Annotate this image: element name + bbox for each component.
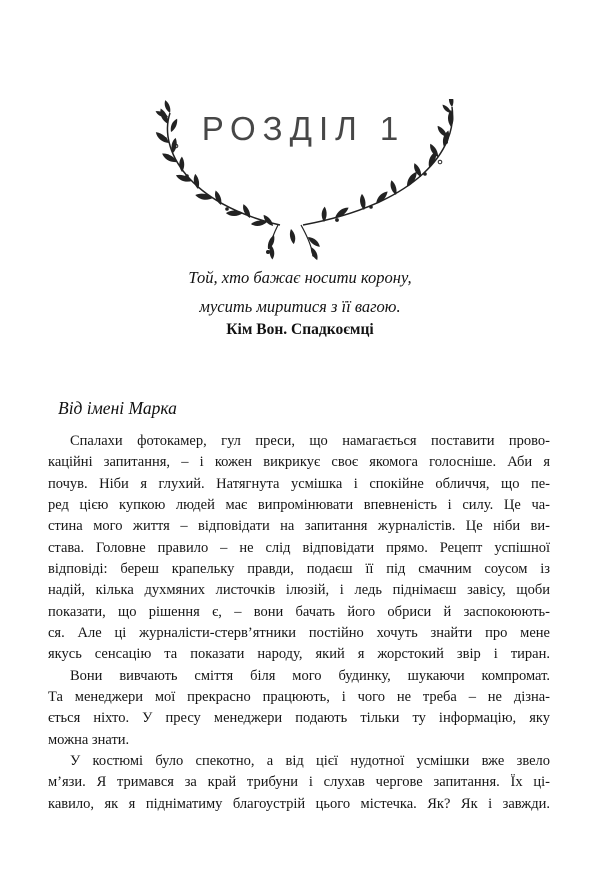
- text-line: У костюмі було спекотно, а від цієї нудотної усмішки вже звело: [70, 752, 550, 769]
- laurel-wreath-illustration: [128, 99, 473, 261]
- body-text: [48, 431, 550, 815]
- section-heading: Від імені Марка: [58, 398, 177, 418]
- text-line: м’язи. Я тримався за край трибуни і слухав чергове запитання. Їх ці-: [48, 774, 550, 791]
- text-line: каційні запитання, – і кожен викрикує своє якомога голосніше. Аби я: [48, 454, 550, 471]
- epigraph-line: мусить миритися з її вагою.: [199, 297, 401, 316]
- text-line: відповіді: береш крапельку правди, подаєш її під смачним соусом із: [48, 560, 550, 577]
- text-line: става. Головне правило – не слід відповідати прямо. Рецепт успішної: [48, 539, 550, 556]
- text-line: показати, що рішення є, – вони бачать його обриси й заспокоюють-: [48, 603, 550, 620]
- text-line: Спалахи фотокамер, гул преси, що намагається поставити прово-: [70, 433, 550, 449]
- epigraph-line: Той, хто бажає носити корону,: [188, 268, 412, 287]
- text-line: почув. Ніби я глухий. Натягнута усмішка і спокійне обличчя, що пе-: [48, 475, 550, 492]
- text-line: можна знати.: [48, 731, 130, 748]
- text-line: Вони вивчають сміття біля мого будинку, шукаючи компромат.: [70, 667, 550, 684]
- text-line: стина мого життя – відповідати на запитання журналістів. Це ніби ви-: [48, 518, 550, 535]
- text-line: ред цією купкою людей має випромінювати впевненість і силу. Це ча-: [48, 496, 550, 513]
- text-line: Та менеджери мої прекрасно працюють, і чого не треба – не дізна-: [48, 688, 550, 705]
- text-line: якусь сенсацію та показати народу, який я жорстокий звір і тиран.: [48, 646, 550, 663]
- text-line: ється ніхто. У пресу менеджери подають тільки ту інформацію, яку: [48, 710, 550, 727]
- text-line: кавило, як я підніматиму благоустрій цього містечка. Як? Як і завжди.: [48, 795, 550, 812]
- text-line: надій, кілька духмяних листочків ілюзій, і ледь піднімаєш завісу, щоби: [48, 582, 550, 599]
- epigraph-attribution: Кім Вон. Спадкоємці: [226, 321, 374, 338]
- chapter-title: РОЗДІЛ 1: [201, 110, 406, 147]
- text-line: ся. Але ці журналісти-стерв’ятники постійно хочуть знайти про мене: [48, 624, 550, 641]
